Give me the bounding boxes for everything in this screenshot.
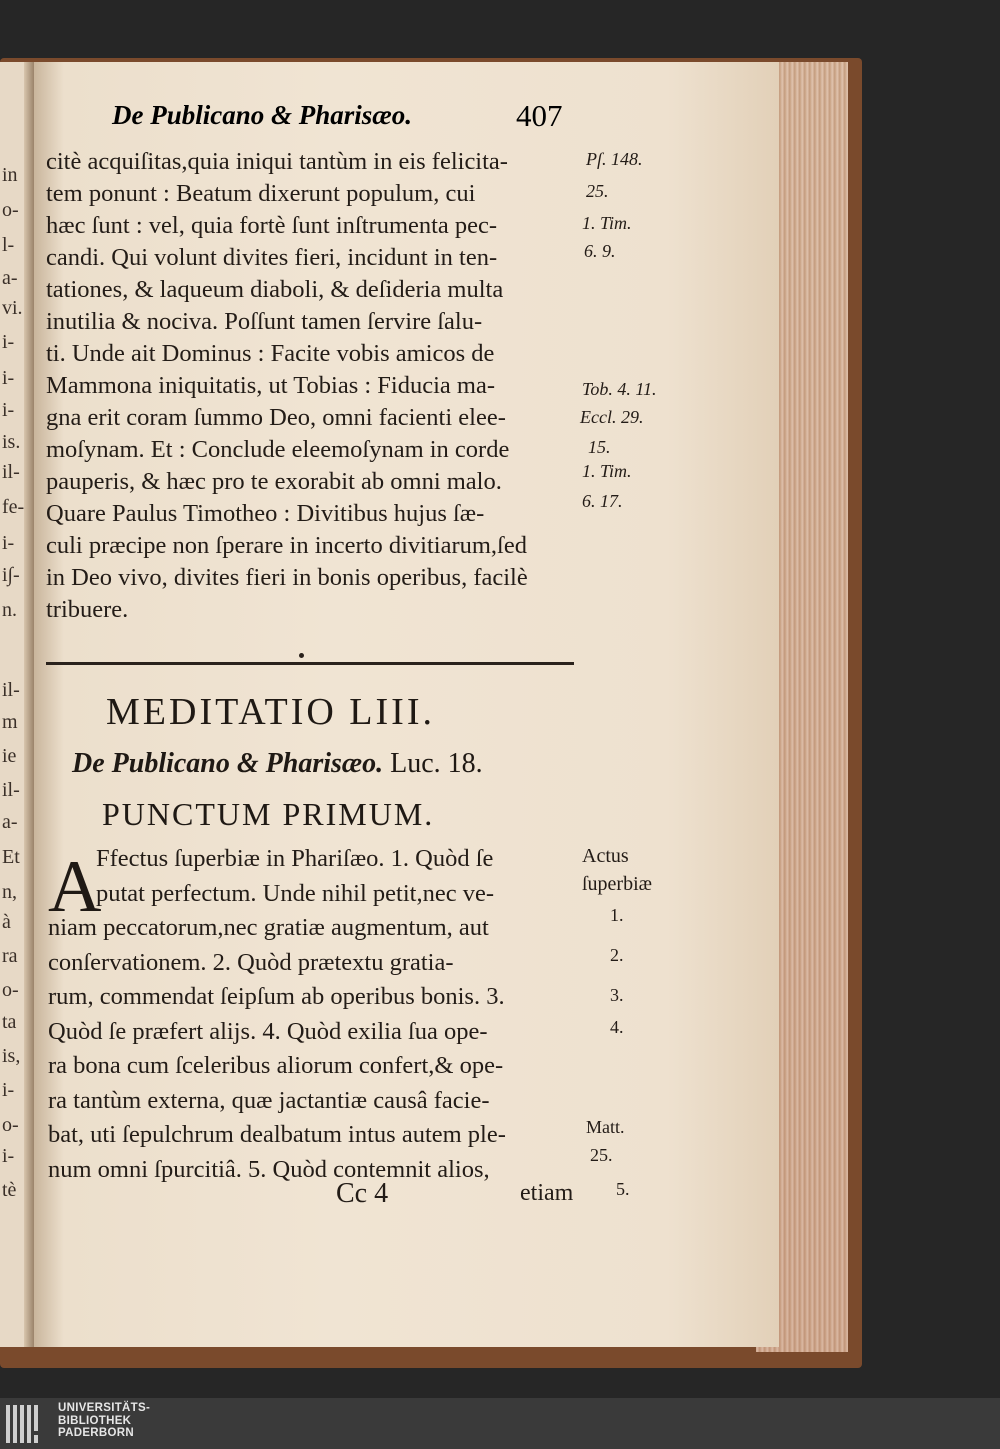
running-head-title: De Publicano & Pharisæo. [112,100,413,130]
margin-fragment: fe- [2,496,25,518]
side-note: 5. [616,1179,630,1199]
text-line: rum, commendat ſeipſum ab operibus bonis. 3. [48,983,505,1010]
text-line: in Deo vivo, divites fieri in bonis operibus, facilè [46,564,528,591]
text-line: tribuere. [46,596,129,623]
text-line: conſervationem. 2. Quòd prætextu gratia- [48,948,454,976]
margin-fragment: Et [2,846,20,868]
text-line: ra tantùm externa, quæ jactantiæ causâ facie- [48,1086,490,1114]
point-heading: PUNCTUM PRIMUM. [102,796,435,832]
library-logo-icon [4,1401,52,1447]
text-line: candi. Qui volunt divites fieri, incidunt in ten- [46,244,498,271]
text-line: tem ponunt : Beatum dixerunt populum, cui [46,180,476,207]
margin-fragment: n. [2,599,17,621]
margin-fragment: l- [2,234,15,256]
page-number: 407 [516,98,563,133]
margin-fragment: is, [2,1045,21,1067]
text-line: gna erit coram ſummo Deo, omni facienti elee- [46,404,506,431]
text-line: culi præcipe non ſperare in incerto divitiarum,ſed [46,532,527,559]
text-line: putat perfectum. Unde nihil petit,nec ve- [96,879,494,907]
side-note: 6. 17. [582,491,623,511]
margin-fragment: i- [2,367,15,389]
margin-fragment: m [2,711,18,733]
text-line: ra bona cum ſceleribus aliorum confert,& ope- [48,1052,504,1079]
margin-fragment: o- [2,979,19,1001]
side-note: ſuperbiæ [582,873,652,895]
signature-mark: Cc 4 [336,1178,389,1209]
drop-cap: A [48,846,102,928]
margin-fragment: i- [2,532,15,554]
meditation-subtitle [72,748,483,780]
margin-fragment: is. [2,431,21,453]
margin-fragment: il- [2,461,20,483]
margin-fragment: ta [2,1011,17,1033]
text-line: tationes, & laqueum diaboli, & deſideria multa [46,276,504,303]
side-note: 25. [590,1145,613,1165]
left-page-margin-text [0,0,34,1350]
text-line: Mammona iniquitatis, ut Tobias : Fiducia ma- [46,372,495,399]
margin-fragment: n, [2,881,17,903]
side-note: Pſ. 148. [586,149,643,169]
margin-fragment: i- [2,331,15,353]
catchword: etiam [520,1180,574,1206]
text-line: bat, uti ſepulchrum dealbatum intus autem ple- [48,1121,506,1148]
margin-fragment: a- [2,267,18,289]
side-note: Actus [582,845,629,867]
margin-fragment: à [2,911,11,933]
library-line-2: BIBLIOTHEK [58,1414,132,1427]
rule-ornament [299,653,304,658]
text-line: niam peccatorum,nec gratiæ augmentum, aut [48,914,489,941]
body-text [46,146,576,626]
library-line-3: PADERBORN [58,1427,134,1439]
subtitle-italic: De Publicano & Pharisæo. [72,748,384,779]
text-line: inutilia & nociva. Poſſunt tamen ſervire ſalu- [46,308,483,335]
side-note: 3. [610,985,624,1005]
text-line: moſynam. Et : Conclude eleemoſynam in corde [46,436,510,463]
text-line: Quare Paulus Timotheo : Divitibus hujus ſæ- [46,500,485,527]
text-line: pauperis, & hæc pro te exorabit ab omni malo. [46,468,502,495]
text-line: hæc ſunt : vel, quia fortè ſunt inſtrumenta pec- [46,212,498,239]
subtitle-reference: Luc. 18. [390,748,483,779]
margin-fragment: vi. [2,297,23,319]
side-note: 25. [586,181,609,201]
side-note: Matt. [586,1117,625,1137]
margin-fragment: o- [2,1114,19,1136]
text-line: Quòd ſe præfert alijs. 4. Quòd exilia ſua ope- [48,1017,488,1045]
margin-fragment: a- [2,811,18,833]
meditation-title: MEDITATIO LIII. [106,691,435,733]
margin-fragment: i- [2,399,15,421]
side-note: 6. 9. [584,241,616,261]
margin-fragment: il- [2,679,20,701]
side-note: 1. [610,905,624,925]
margin-fragment: ra [2,945,18,967]
library-line-1: UNIVERSITÄTS- [58,1402,151,1414]
margin-fragment: i- [2,1079,15,1101]
text-line: num omni ſpurcitiâ. 5. Quòd contemnit alios, [48,1155,490,1183]
margin-fragment: i- [2,1145,15,1167]
margin-fragment: il- [2,779,20,801]
running-head [112,100,582,136]
side-note: 4. [610,1017,624,1037]
margin-fragment: tè [2,1179,17,1201]
library-name [58,1402,150,1440]
margin-fragment: in [2,164,18,186]
text-line: citè acquiſitas,quia iniqui tantùm in eis felicita- [46,148,508,175]
margin-fragment: ie [2,745,17,767]
side-note: 1. Tim. [582,461,632,481]
side-note: Tob. 4. 11. [582,379,657,399]
text-line: Ffectus ſuperbiæ in Phariſæo. 1. Quòd ſe [96,845,494,872]
meditation-body [48,842,578,1187]
side-note: 15. [588,437,611,457]
section-rule [46,662,574,665]
side-note: 1. Tim. [582,213,632,233]
side-note: 2. [610,945,624,965]
margin-fragment: o- [2,199,19,221]
side-note: Eccl. 29. [580,407,644,427]
text-line: ti. Unde ait Dominus : Facite vobis amicos de [46,340,495,367]
margin-fragment: i∫- [2,564,20,586]
